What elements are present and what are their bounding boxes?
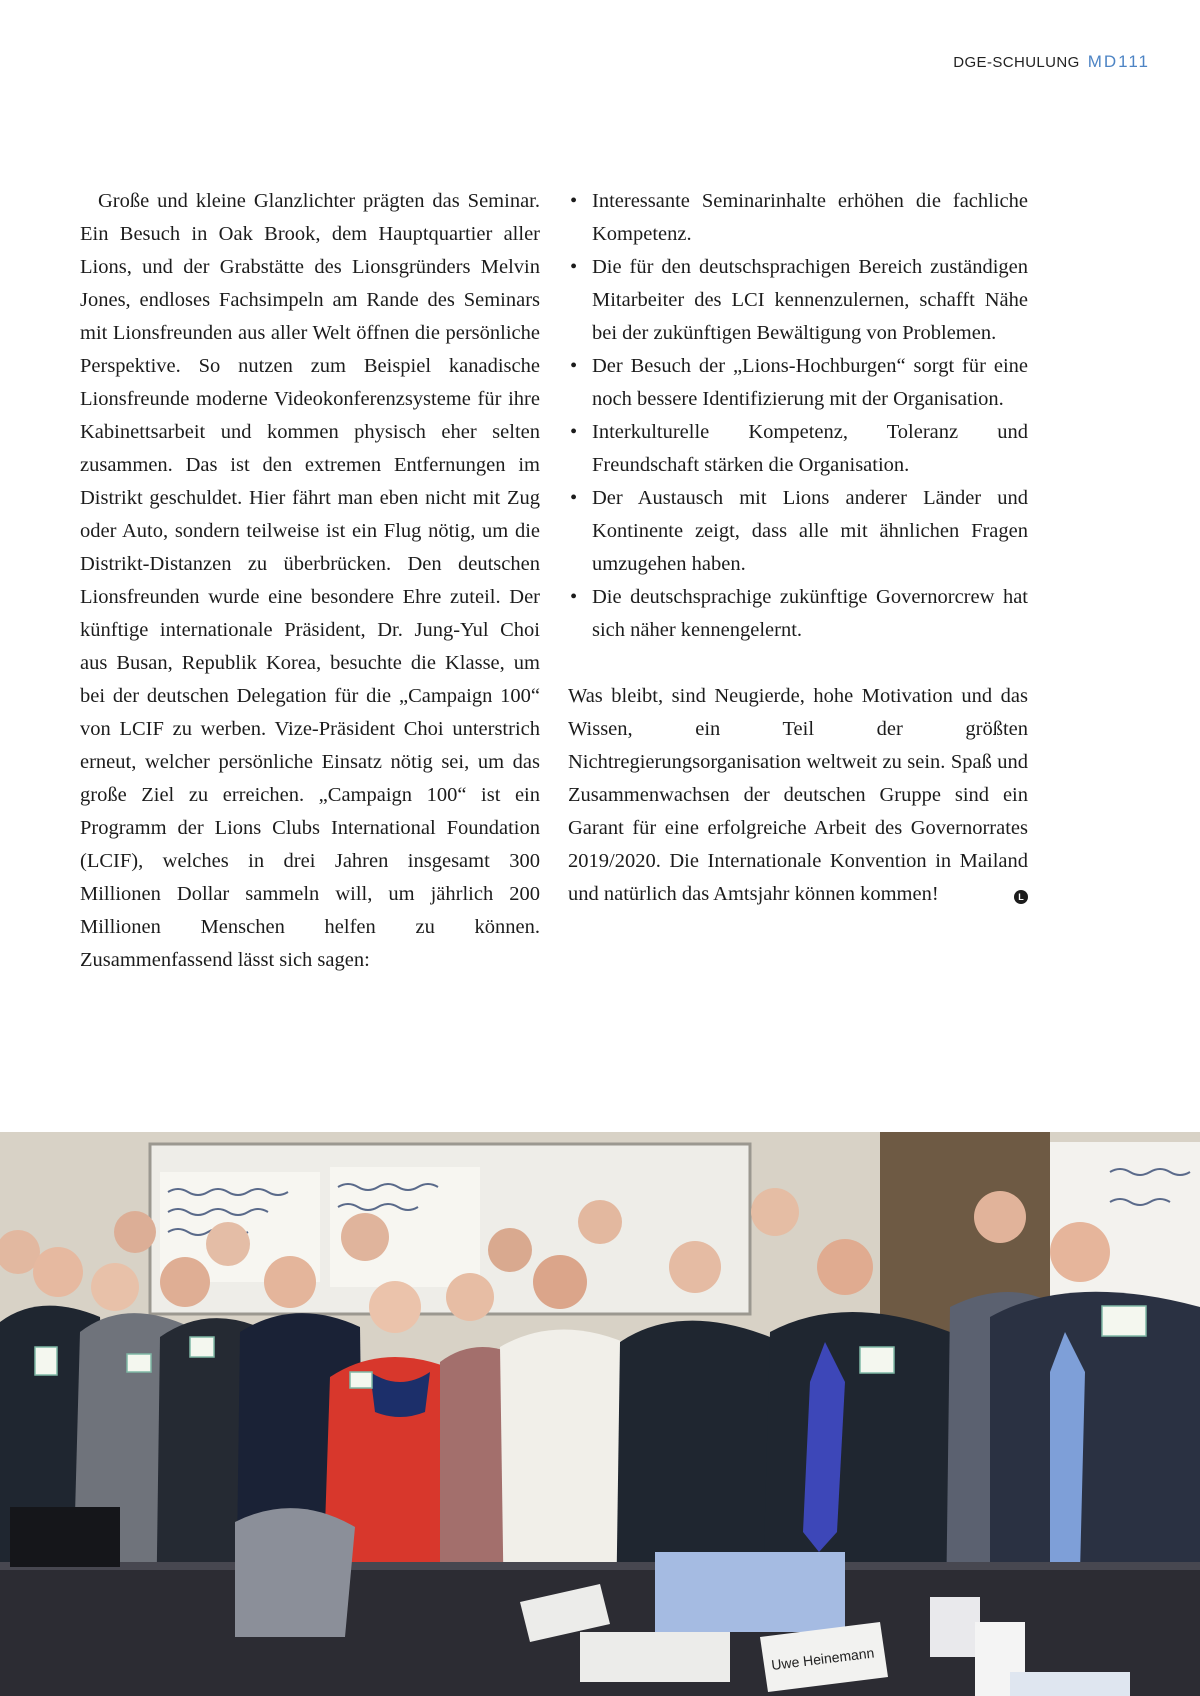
name-card [580, 1632, 730, 1682]
body-paragraph: Große und kleine Glanzlichter prägten das Seminar. Ein Besuch in Oak Brook, dem Hauptquartier aller Lions, und der Grabstätte des Lionsgründers Melvin Jones, endloses Fachsimpeln am Rande des Seminars mit Lionsfreunden aus aller Welt öffnen die persönliche Perspektive. So nutzen zum Beispiel kanadische Lionsfreunde moderne Videokonferenzsysteme für ihre Kabinettsarbeit und kommen physisch eher selten zusammen. Das ist den extremen Entfernungen im Distrikt geschuldet. Hier fährt man eben nicht mit Zug oder Auto, sondern teilweise ist ein Flug nötig, um die Distrikt-Distanzen zu überbrücken. Den deutschen Lionsfreunden wurde eine besondere Ehre zuteil. Der künftige internationale Präsident, Dr. Jung-Yul Choi aus Busan, Republik Korea, besuchte die Klasse, um bei der deutschen Delegation für die „Campaign 100“ von LCIF zu werben. Vize-Präsident Choi unterstrich erneut, welcher persönliche Einsatz nötig sei, um das große Ziel zu erreichen. „Campaign 100“ ist ein Programm der Lions Clubs International Foundation (LCIF), welches in drei Jahren insgesamt 300 Millionen Dollar sammeln will, um jährlich 200 Millionen Menschen helfen zu können. Zusammenfassend lässt sich sagen: [80, 190, 540, 971]
blue-binder [655, 1552, 845, 1632]
group-photo-illustration [0, 1132, 1200, 1696]
list-item: • Interkulturelle Kompetenz, Toleranz und Freundschaft stärken die Organisation. [568, 416, 1028, 482]
laptop [10, 1507, 120, 1567]
list-item: • Der Austausch mit Lions anderer Länder und Kontinente zeigt, dass alle mit ähnlichen Fragen umzugehen haben. [568, 482, 1028, 581]
running-header [953, 52, 1150, 72]
papers [1010, 1672, 1130, 1696]
paper-cup [930, 1597, 980, 1657]
group-photo [0, 1132, 1200, 1696]
summary-list [568, 185, 1028, 647]
list-item: • Interessante Seminarinhalte erhöhen die fachliche Kompetenz. [568, 185, 1028, 251]
list-item: • Die deutschsprachige zukünftige Governorcrew hat sich näher kennengelernt. [568, 581, 1028, 647]
office-chair [235, 1508, 355, 1637]
closing-text: Was bleibt, sind Neugierde, hohe Motivation und das Wissen, ein Teil der größten Nichtregierungsorganisation weltweit zu sein. Spaß und Zusammenwachsen der deutschen Gruppe sind ein Garant für eine erfolgreiche Arbeit des Governorrates 2019/2020. Die Internationale Konvention in Mailand und natürlich das Amtsjahr können kommen! [568, 685, 1028, 905]
list-item: • Der Besuch der „Lions-Hochburgen“ sorgt für eine noch bessere Identifizierung mit der Organisation. [568, 350, 1028, 416]
page-number: MD111 [1087, 52, 1150, 71]
list-item: • Die für den deutschsprachigen Bereich zuständigen Mitarbeiter des LCI kennenzulernen, schafft Nähe bei der zukünftigen Bewältigung von Problemen. [568, 251, 1028, 350]
section-title: DGE-SCHULUNG [953, 54, 1080, 71]
lions-end-mark-icon: L [1014, 890, 1028, 904]
right-column [568, 185, 1028, 911]
name-card-label: Uwe Heinemann [770, 1644, 876, 1673]
left-column [80, 185, 540, 977]
closing-paragraph [568, 680, 1028, 911]
